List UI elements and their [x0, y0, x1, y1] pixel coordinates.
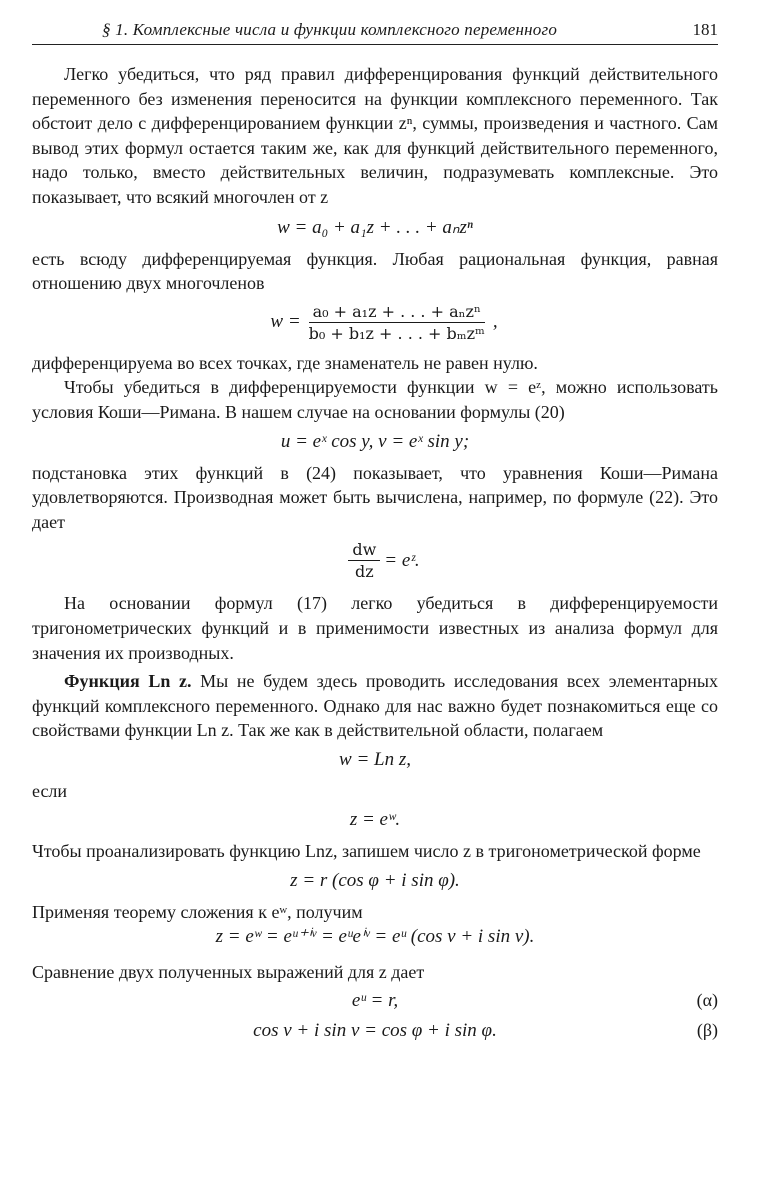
page-body	[32, 62, 718, 1042]
formula-rational-lhs: w =	[270, 311, 301, 333]
fraction-numerator: a₀ + a₁z + . . . + aₙzⁿ	[309, 302, 485, 323]
formula-trig-form: z = r (cos φ + i sin φ).	[290, 870, 460, 892]
fraction-denominator: b₀ + b₁z + . . . + bₘzᵐ	[308, 323, 485, 343]
paragraph-5: подстановка этих функций в (24) показывает, что уравнения Коши—Римана удовлетворяются. Производная может быть вычислена, например, по формуле (22). Это дает	[32, 462, 718, 532]
derivative-fraction	[348, 540, 380, 581]
formula-beta	[32, 1020, 718, 1042]
paragraph-2: есть всюду дифференцируемая функция. Любая рациональная функция, равная отношению двух многочленов	[32, 248, 718, 294]
formula-derivative	[50, 540, 718, 581]
derivative-tail: = eᶻ.	[384, 549, 420, 571]
running-header	[32, 14, 718, 45]
paragraph-9: Чтобы проанализировать функцию Lnz, запишем число z в тригонометрической форме	[32, 841, 701, 862]
equation-number-beta: (β)	[696, 1020, 718, 1041]
derivative-denominator: dz	[354, 562, 374, 582]
fraction	[305, 302, 489, 343]
formula-rational-tail: ,	[492, 311, 498, 333]
section-heading-ln: Функция Ln z.	[64, 671, 192, 692]
paragraph-8: если	[32, 780, 68, 801]
paragraph-7-text: Мы не будем здесь проводить исследования всех элементарных функций комплексного переменного. Однако для нас важно будет познакомиться еще со свойствами функции Ln z. Так же как в действительной области, полагаем	[32, 671, 718, 741]
paragraph-10: Применяя теорему сложения к eʷ, получим	[32, 902, 363, 923]
formula-rational	[50, 302, 718, 343]
formula-alpha-text: eᵘ = r,	[351, 990, 399, 1012]
header-title: § 1. Комплексные числа и функции комплексного переменного	[102, 20, 558, 39]
formula-beta-text: cos v + i sin v = cos φ + i sin φ.	[253, 1020, 497, 1042]
formula-exp-parts: u = eˣ cos y, v = eˣ sin y;	[280, 430, 470, 452]
paragraph-4: Чтобы убедиться в дифференцируемости функции w = eᶻ, можно использовать условия Коши—Римана. В нашем случае на основании формулы (20)	[32, 377, 718, 422]
paragraph-3: дифференцируема во всех точках, где знаменатель не равен нулю.	[32, 352, 538, 373]
paragraph-7	[32, 669, 718, 743]
page-number: 181	[692, 20, 718, 39]
formula-alpha	[32, 990, 718, 1012]
paragraph-6: На основании формул (17) легко убедиться в дифференцируемости тригонометрических функций и в применимости известных из анализа формул для значения их производных.	[32, 593, 718, 663]
formula-ln: w = Ln z,	[339, 748, 411, 770]
formula-exp-w: z = eʷ.	[349, 809, 401, 831]
paragraph-1: Легко убедиться, что ряд правил дифференцирования функций действительного переменного без изменения переносится на функции комплексного переменного. Так обстоит дело с дифференцированием функции zⁿ, суммы, произведения и частного. Сам вывод этих формул остается таким же, как для функций действительного переменного, надо только, вместо действительных величин, подразумевать комплексные. Это показывает, что всякий многочлен от z	[32, 64, 718, 207]
derivative-numerator: dw	[348, 540, 380, 561]
formula-polynomial: w = a₀ + a₁z + . . . + aₙzⁿ	[277, 216, 473, 238]
equation-number-alpha: (α)	[696, 990, 718, 1011]
formula-addition: z = eʷ = eᵘ⁺ⁱᵛ = eᵘeⁱᵛ = eᵘ (cos v + i sin v).	[215, 925, 535, 947]
paragraph-11: Сравнение двух полученных выражений для z дает	[32, 961, 425, 982]
